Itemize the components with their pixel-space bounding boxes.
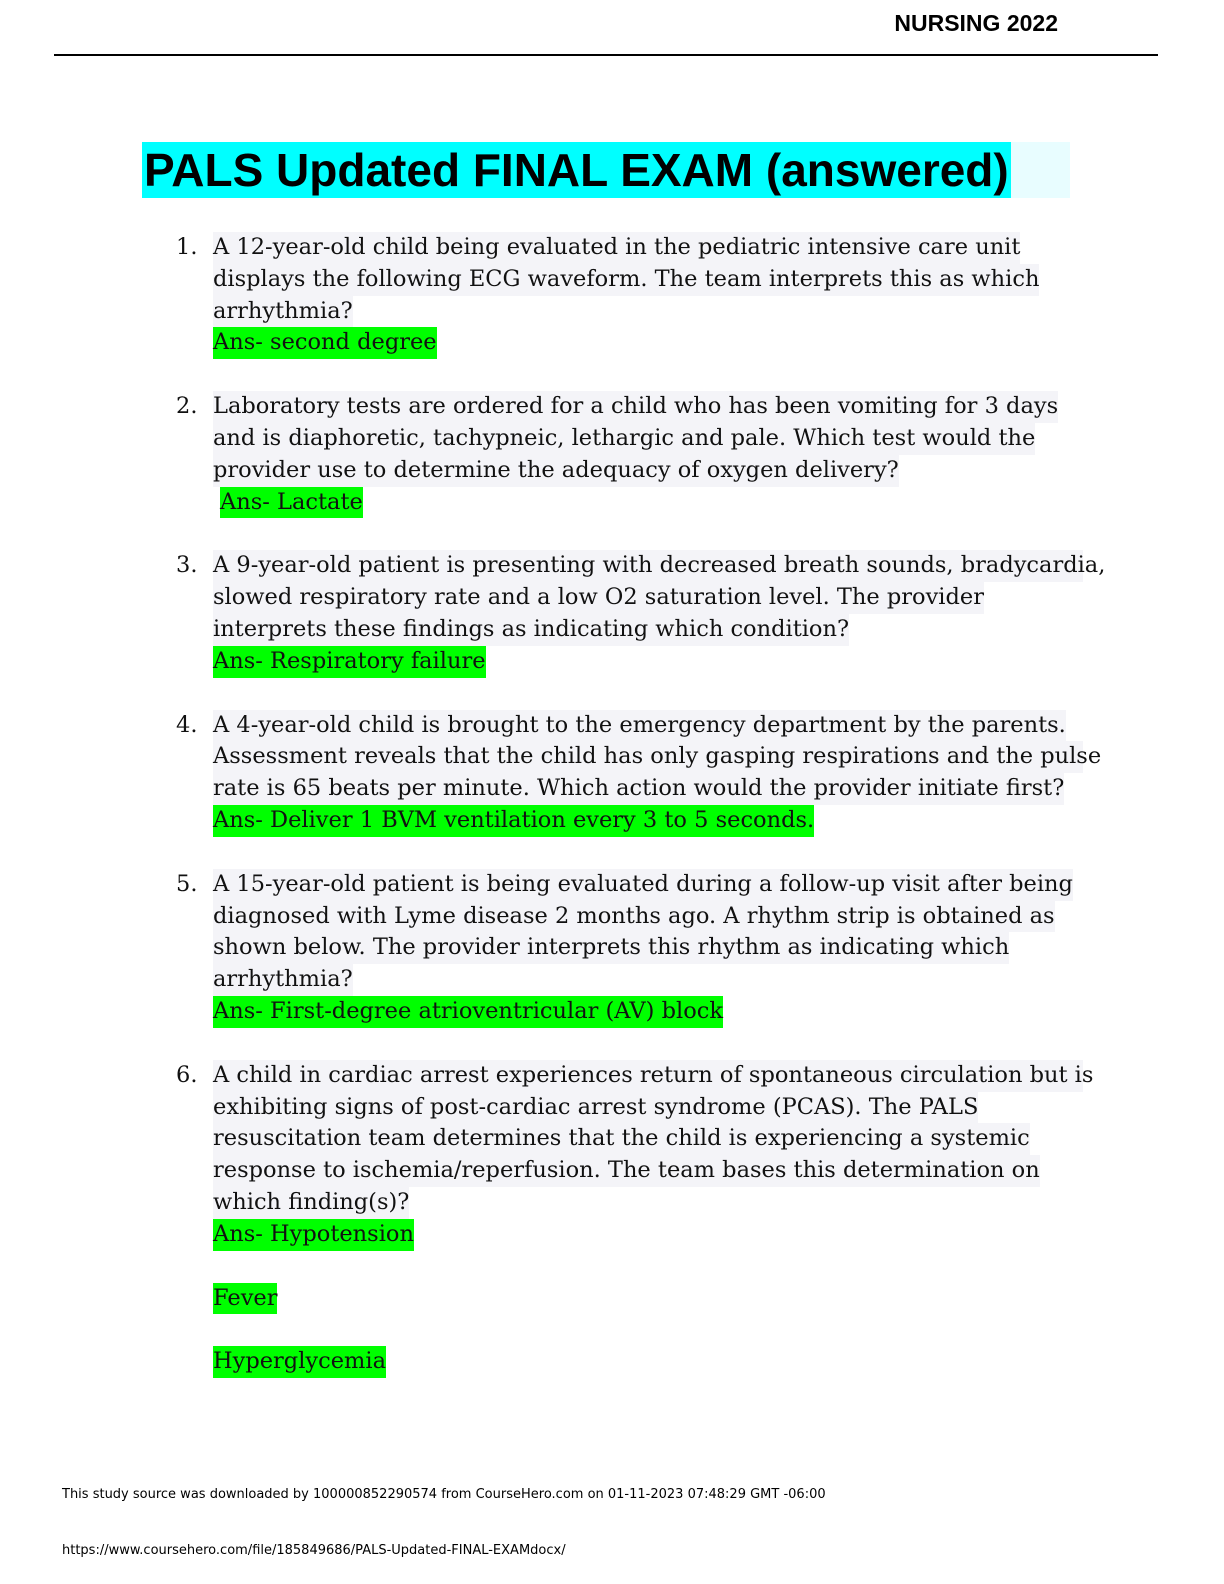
question-number: 6. [176, 1061, 198, 1088]
question-text-line: resuscitation team determines that the child is experiencing a systemic [213, 1123, 1030, 1155]
answer-highlight: Fever [213, 1283, 277, 1315]
question-list [0, 232, 1224, 1410]
question-text-line: A 12-year-old child being evaluated in the pediatric intensive care unit [213, 232, 1020, 264]
question-text-line: interprets these findings as indicating which condition? [213, 614, 849, 646]
question-item [0, 391, 1224, 518]
question-item [0, 869, 1224, 1028]
question-number: 1. [176, 234, 198, 260]
question-item [0, 550, 1224, 677]
answer-highlight: Ans- second degree [213, 327, 437, 359]
question-text-line: arrhythmia? [213, 964, 353, 996]
question-text-line: A 15-year-old patient is being evaluated during a follow-up visit after being [213, 869, 1073, 901]
footer-url[interactable]: https://www.coursehero.com/file/185849686/PALS-Updated-FINAL-EXAMdocx/ [62, 1543, 566, 1558]
question-text-line: provider use to determine the adequacy of oxygen delivery? [213, 455, 899, 487]
question-text-line: exhibiting signs of post-cardiac arrest syndrome (PCAS). The PALS [213, 1092, 978, 1124]
question-text-line: arrhythmia? [213, 296, 353, 328]
question-number: 5. [176, 870, 198, 897]
question-text-line: slowed respiratory rate and a low O2 saturation level. The provider [213, 582, 984, 614]
question-text-line: A 9-year-old patient is presenting with decreased breath sounds, bradycardia, [213, 550, 1083, 582]
question-text-line: A 4-year-old child is brought to the emergency department by the parents. [213, 710, 1066, 742]
question-text-line: rate is 65 beats per minute. Which action would the provider initiate first? [213, 773, 1064, 805]
question-text-line: displays the following ECG waveform. The team interprets this as which [213, 264, 1039, 296]
question-item [0, 232, 1224, 359]
question-text-line: A child in cardiac arrest experiences return of spontaneous circulation but is [213, 1060, 1083, 1092]
question-text-line: Laboratory tests are ordered for a child who has been vomiting for 3 days [213, 391, 1058, 423]
header-title: NURSING 2022 [894, 10, 1058, 36]
answer-highlight: Ans- First-degree atrioventricular (AV) block [213, 996, 723, 1028]
answer-highlight: Hyperglycemia [213, 1346, 386, 1378]
answer-highlight: Ans- Respiratory failure [213, 646, 486, 678]
header-divider [54, 54, 1158, 56]
question-text-line: diagnosed with Lyme disease 2 months ago. A rhythm strip is obtained as [213, 901, 1055, 933]
question-number: 4. [176, 711, 198, 738]
question-text-line: response to ischemia/reperfusion. The team bases this determination on [213, 1155, 1040, 1187]
question-text-line: and is diaphoretic, tachypneic, lethargic and pale. Which test would the [213, 423, 1035, 455]
question-text-line: which finding(s)? [213, 1187, 409, 1219]
question-text-line: shown below. The provider interprets this rhythm as indicating which [213, 932, 1009, 964]
answer-highlight: Ans- Deliver 1 BVM ventilation every 3 to 5 seconds. [213, 805, 814, 837]
title-highlight [142, 142, 1070, 198]
question-number: 2. [176, 393, 198, 420]
document-title: PALS Updated FINAL EXAM (answered) [144, 144, 1009, 196]
answer-highlight: Ans- Lactate [220, 487, 363, 519]
question-text-line: Assessment reveals that the child has only gasping respirations and the pulse [213, 741, 1083, 773]
question-number: 3. [176, 552, 198, 579]
question-item [0, 1060, 1224, 1378]
question-item [0, 710, 1224, 837]
footer-source-text: This study source was downloaded by 100000852290574 from CourseHero.com on 01-11-2023 07:48:29 GMT -06:00 [62, 1487, 826, 1502]
answer-highlight: Ans- Hypotension [213, 1219, 414, 1251]
